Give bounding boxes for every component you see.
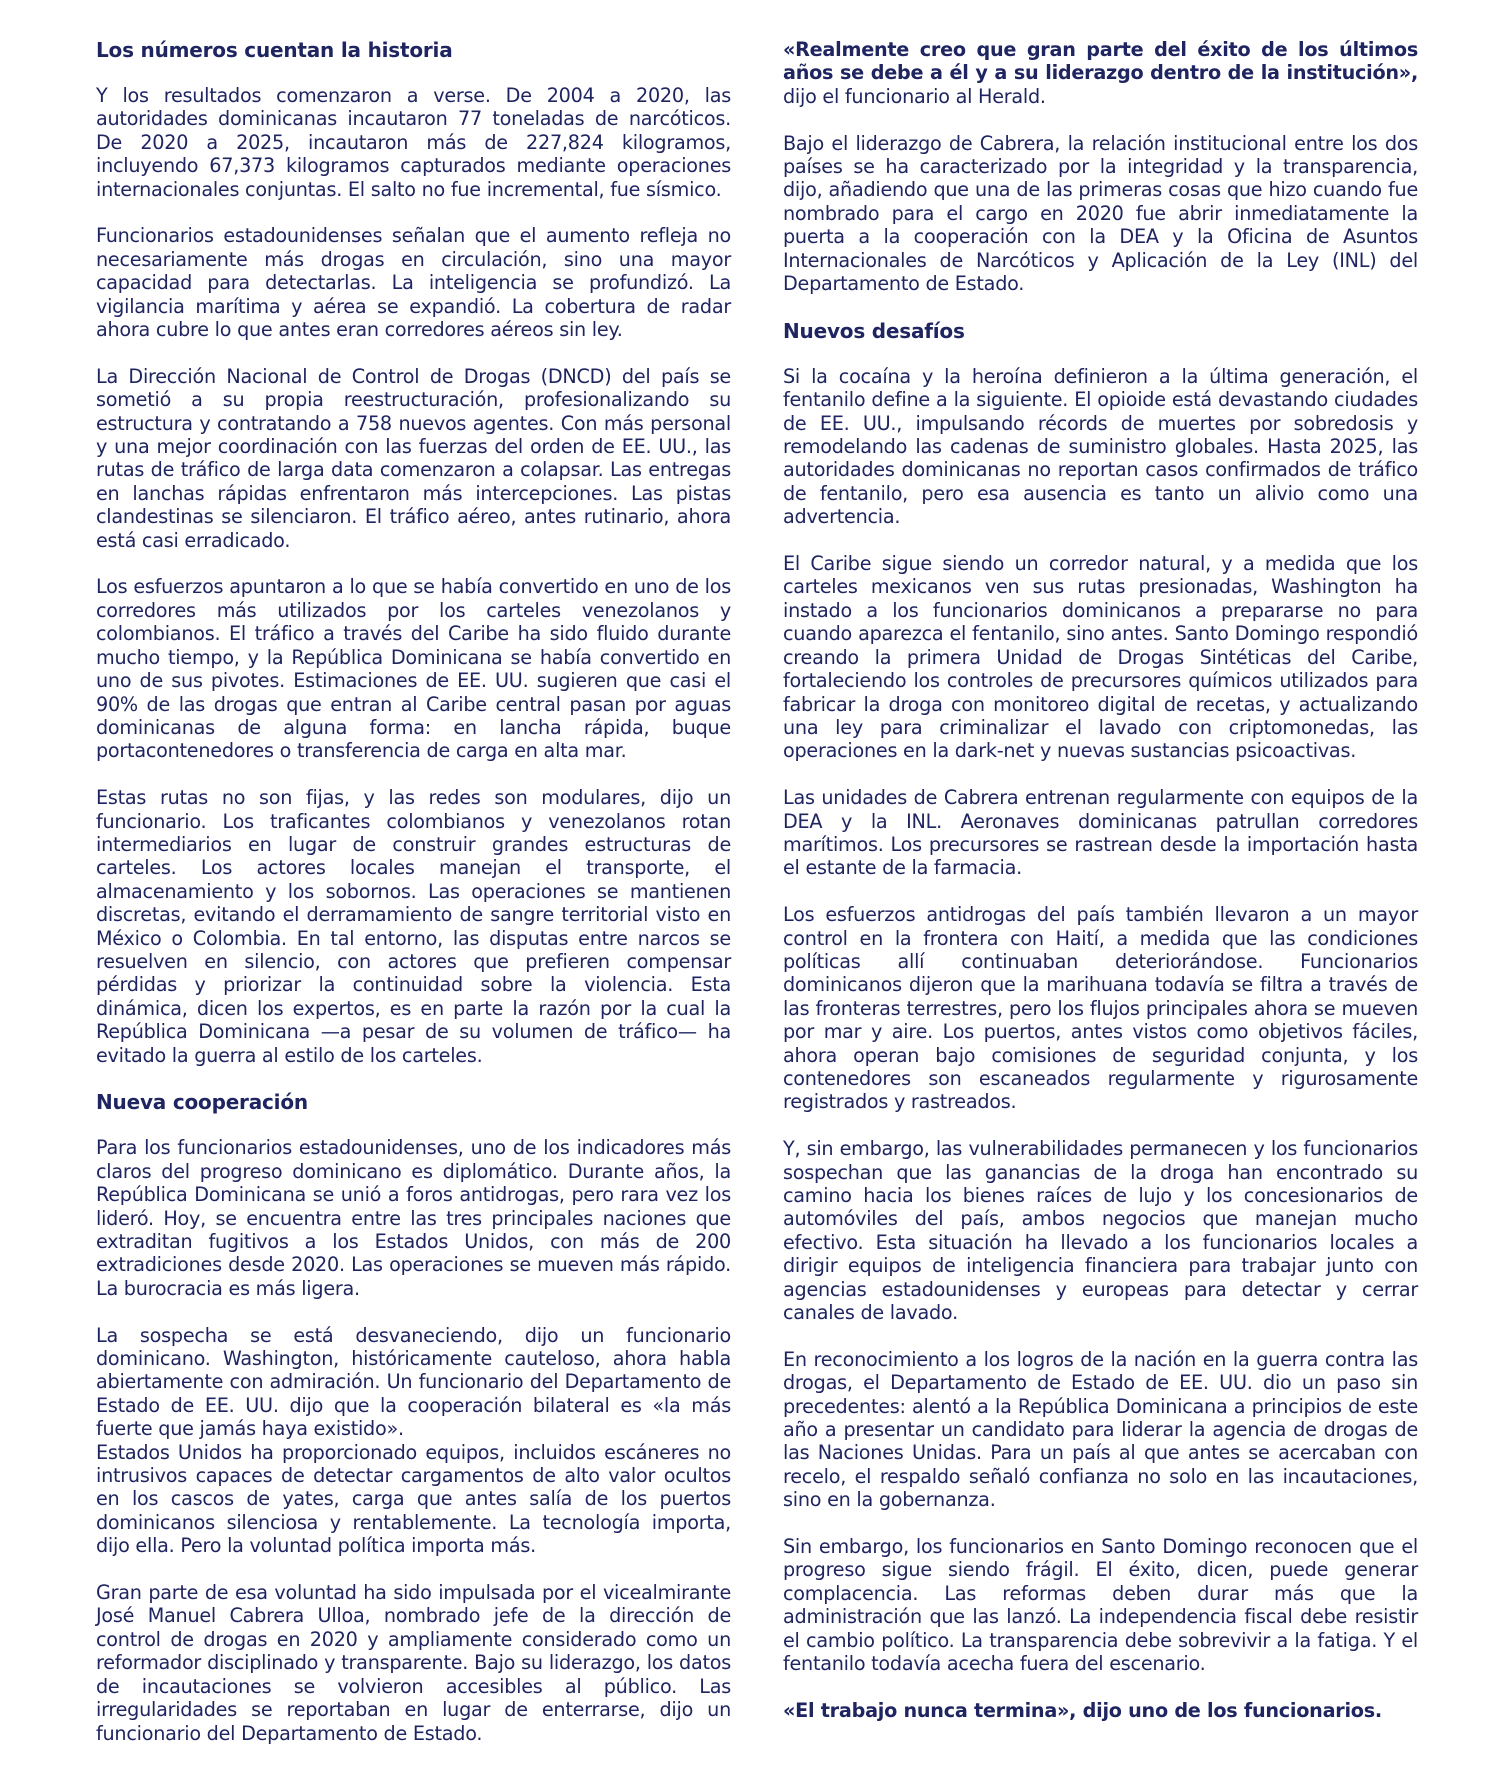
paragraph: Sin embargo, los funcionarios en Santo Domingo reconocen que el progreso sigue siendo frágil. El éxito, dicen, puede generar complacencia. Las reformas deben durar más que la administración que las lanzó. La independencia fiscal debe resistir el cambio político. La transparencia debe sobrevivir a la fatiga. Y el fentanilo todavía acecha fuera del escenario. [783, 1535, 1418, 1676]
paragraph: Funcionarios estadounidenses señalan que el aumento refleja no necesariamente más drogas en circulación, sino una mayor capacidad para detectarlas. La inteligencia se profundizó. La vigilancia marítima y aérea se expandió. La cobertura de radar ahora cubre lo que antes eran corredores aéreos sin ley. [96, 224, 731, 342]
paragraph: Y, sin embargo, las vulnerabilidades permanecen y los funcionarios sospechan que las ganancias de la droga han encontrado su camino hacia los bienes raíces de lujo y los concesionarios de automóviles del país, ambos negocios que manejan mucho efectivo. Esta situación ha llevado a los funcionarios locales a dirigir equipos de inteligencia financiera para trabajar junto con agencias estadounidenses y europeas para detectar y cerrar canales de lavado. [783, 1137, 1418, 1325]
paragraph: Gran parte de esa voluntad ha sido impulsada por el vicealmirante José Manuel Cabrera Ulloa, nombrado jefe de la dirección de control de drogas en 2020 y ampliamente considerado como un reformador disciplinado y transparente. Bajo su liderazgo, los datos de incautaciones se volvieron accesibles al público. Las irregularidades se reportaban en lugar de enterrarse, dijo un funcionario del Departamento de Estado. [96, 1581, 731, 1745]
quote-attribution: dijo el funcionario al Herald. [783, 84, 1046, 108]
paragraph: La Dirección Nacional de Control de Drogas (DNCD) del país se sometió a su propia reestructuración, profesionalizando su estructura y contratando a 758 nuevos agentes. Con más personal y una mejor coordinación con las fuerzas del orden de EE. UU., las rutas de tráfico de larga data comenzaron a colapsar. Las entregas en lanchas rápidas enfrentaron más intercepciones. Las pistas clandestinas se silenciaron. El tráfico aéreo, antes rutinario, ahora está casi erradicado. [96, 364, 731, 552]
section-heading-numbers: Los números cuentan la historia [96, 38, 453, 62]
paragraph: El Caribe sigue siendo un corredor natural, y a medida que los carteles mexicanos ven sus rutas presionadas, Washington ha instado a los funcionarios dominicanos a prepararse no para cuando aparezca el fentanilo, sino antes. Santo Domingo respondió creando la primera Unidad de Drogas Sintéticas del Caribe, fortaleciendo los controles de precursores químicos utilizados para fabricar la droga con monitoreo digital de recetas, y actualizando una ley para criminalizar el lavado con criptomonedas, las operaciones en la dark-net y nuevas sustancias psicoactivas. [783, 552, 1418, 763]
section-heading-challenges: Nuevos desafíos [783, 318, 965, 343]
closing-quote: «El trabajo nunca termina», dijo uno de los funcionarios. [783, 1698, 1382, 1722]
paragraph: Para los funcionarios estadounidenses, uno de los indicadores más claros del progreso dominicano es diplomático. Durante años, la República Dominicana se unió a foros antidrogas, pero rara vez los lideró. Hoy, se encuentra entre las tres principales naciones que extraditan fugitivos a los Estados Unidos, con más de 200 extradiciones desde 2020. Las operaciones se mueven más rápido. La burocracia es más ligera. [96, 1136, 731, 1300]
left-column [96, 38, 731, 1768]
section-heading-cooperation: Nueva cooperación [96, 1090, 308, 1115]
pull-quote-paragraph [783, 38, 1418, 108]
paragraph: Y los resultados comenzaron a verse. De 2004 a 2020, las autoridades dominicanas incautaron 77 toneladas de narcóticos. De 2020 a 2025, incautaron más de 227,824 kilogramos, incluyendo 67,373 kilogramos capturados mediante operaciones internacionales conjuntas. El salto no fue incremental, fue sísmico. [96, 84, 731, 201]
paragraph: Los esfuerzos apuntaron a lo que se había convertido en uno de los corredores más utilizados por los carteles venezolanos y colombianos. El tráfico a través del Caribe ha sido fluido durante mucho tiempo, y la República Dominicana se había convertido en uno de sus pivotes. Estimaciones de EE. UU. sugieren que casi el 90% de las drogas que entran al Caribe central pasan por aguas dominicanas de alguna forma: en lancha rápida, buque portacontenedores o transferencia de carga en alta mar. [96, 575, 731, 763]
paragraph: Las unidades de Cabrera entrenan regularmente con equipos de la DEA y la INL. Aeronaves dominicanas patrullan corredores marítimos. Los precursores se rastrean desde la importación hasta el estante de la farmacia. [783, 786, 1418, 880]
pull-quote: «Realmente creo que gran parte del éxito de los últimos años se debe a él y a su liderazgo dentro de la institución», [783, 38, 1418, 85]
paragraph: En reconocimiento a los logros de la nación en la guerra contra las drogas, el Departamento de Estado de EE. UU. dio un paso sin precedentes: alentó a la República Dominicana a principios de este año a presentar un candidato para liderar la agencia de drogas de las Naciones Unidas. Para un país al que antes se acercaban con recelo, el respaldo señaló confianza no solo en las incautaciones, sino en la gobernanza. [783, 1347, 1418, 1512]
paragraph: Si la cocaína y la heroína definieron a la última generación, el fentanilo define a la siguiente. El opioide está devastando ciudades de EE. UU., impulsando récords de muertes por sobredosis y remodelando las cadenas de suministro globales. Hasta 2025, las autoridades dominicanas no reportan casos confirmados de tráfico de fentanilo, pero esa ausencia es tanto un alivio como una advertencia. [783, 364, 1418, 529]
paragraph: Estados Unidos ha proporcionado equipos, incluidos escáneres no intrusivos capaces de detectar cargamentos de alto valor ocultos en los cascos de yates, carga que antes salía de los puertos dominicanos silenciosa y rentablemente. La tecnología importa, dijo ella. Pero la voluntad política importa más. [96, 1440, 731, 1558]
paragraph: La sospecha se está desvaneciendo, dijo un funcionario dominicano. Washington, históricamente cauteloso, ahora habla abiertamente con admiración. Un funcionario del Departamento de Estado de EE. UU. dijo que la cooperación bilateral es «la más fuerte que jamás haya existido». [96, 1323, 731, 1441]
paragraph: Bajo el liderazgo de Cabrera, la relación institucional entre los dos países se ha caracterizado por la integridad y la transparencia, dijo, añadiendo que una de las primeras cosas que hizo cuando fue nombrado para el cargo en 2020 fue abrir inmediatamente la puerta a la cooperación con la DEA y la Oficina de Asuntos Internacionales de Narcóticos y Aplicación de la Ley (INL) del Departamento de Estado. [783, 131, 1418, 296]
paragraph: Los esfuerzos antidrogas del país también llevaron a un mayor control en la frontera con Haití, a medida que las condiciones políticas allí continuaban deteriorándose. Funcionarios dominicanos dijeron que la marihuana todavía se filtra a través de las fronteras terrestres, pero los flujos principales ahora se mueven por mar y aire. Los puertos, antes vistos como objetivos fáciles, ahora operan bajo comisiones de seguridad conjunta, y los contenedores son escaneados regularmente y rigurosamente registrados y rastreados. [783, 903, 1418, 1114]
paragraph: Estas rutas no son fijas, y las redes son modulares, dijo un funcionario. Los traficantes colombianos y venezolanos rotan intermediarios en lugar de construir grandes estructuras de carteles. Los actores locales manejan el transporte, el almacenamiento y los sobornos. Las operaciones se mantienen discretas, evitando el derramamiento de sangre territorial visto en México o Colombia. En tal entorno, las disputas entre narcos se resuelven en silencio, con actores que prefieren compensar pérdidas y priorizar la continuidad sobre la violencia. Esta dinámica, dicen los expertos, es en parte la razón por la cual la República Dominicana —a pesar de su volumen de tráfico— ha evitado la guerra al estilo de los carteles. [96, 786, 731, 1067]
right-column [783, 38, 1418, 1746]
